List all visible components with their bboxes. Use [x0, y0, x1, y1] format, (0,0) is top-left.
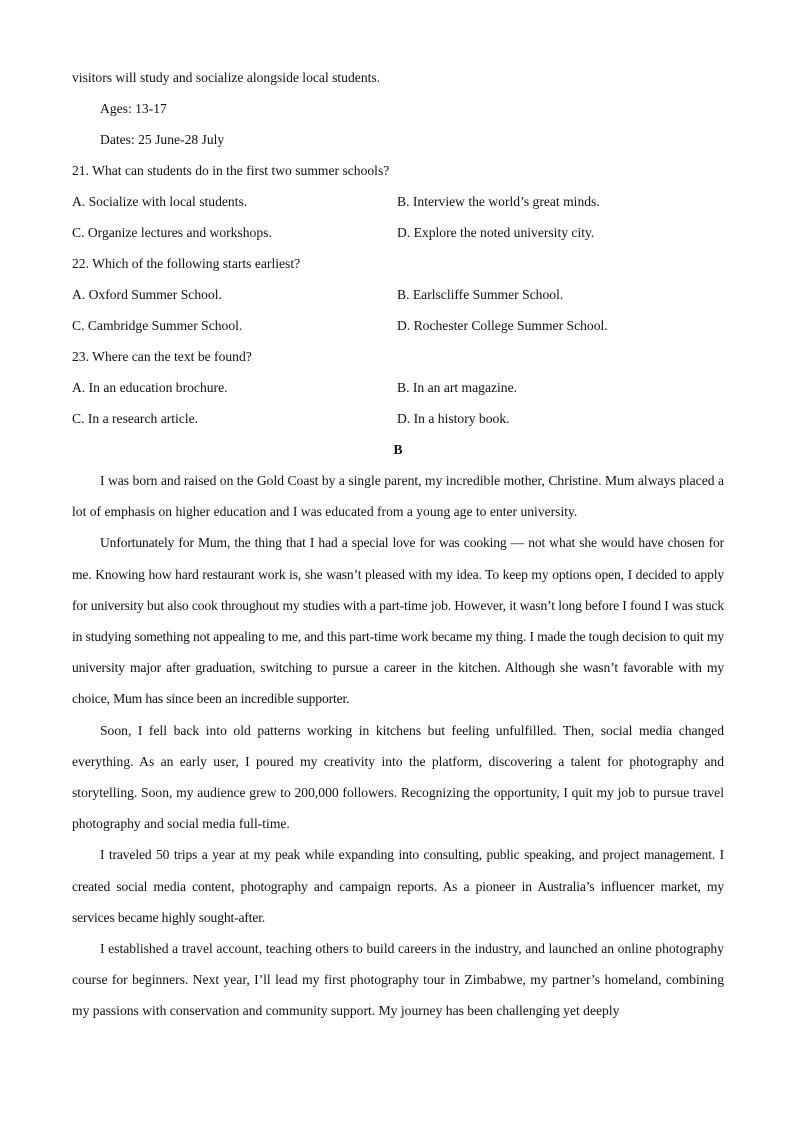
question-23-options-row-2 — [72, 403, 724, 434]
question-22-options-row-2 — [72, 310, 724, 341]
option-22-b: B. Earlscliffe Summer School. — [397, 287, 564, 302]
passage-paragraph-1: I was born and raised on the Gold Coast by a single parent, my incredible mother, Christine. Mum always placed a lot of emphasis on higher education and I was educated from a young age to enter university. — [72, 473, 724, 520]
option-21-b: B. Interview the world’s great minds. — [397, 194, 600, 209]
option-23-a: A. In an education brochure. — [72, 380, 228, 395]
option-22-c: C. Cambridge Summer School. — [72, 318, 243, 333]
dates-line: Dates: 25 June-28 July — [100, 132, 225, 147]
intro-line: visitors will study and socialize alongside local students. — [72, 70, 381, 85]
option-21-d: D. Explore the noted university city. — [397, 225, 595, 240]
option-23-d: D. In a history book. — [397, 411, 510, 426]
passage-paragraph-3: Soon, I fell back into old patterns working in kitchens but feeling unfulfilled. Then, social media changed everything. As an early user, I poured my creativity into the platform, discovering a talent for photography and storytelling. Soon, my audience grew to 200,000 followers. Recognizing the opportunity, I quit my job to pursue travel photography and social media full-time. — [72, 722, 724, 832]
document-page — [72, 62, 724, 1027]
option-22-a: A. Oxford Summer School. — [72, 287, 222, 302]
question-22-stem: 22. Which of the following starts earliest? — [72, 256, 301, 271]
passage-paragraph-2: Unfortunately for Mum, the thing that I had a special love for was cooking — not what she would have chosen for me. Knowing how hard restaurant work is, she wasn’t pleased with my idea. To keep my options open, I decided to apply for university but also cook throughout my studies with a part-time job. However, it wasn’t long before I found I was stuck in studying something not appealing to me, and this part-time work became my thing. I made the tough decision to quit my university major after graduation, switching to pursue a career in the kitchen. Although she wasn’t favorable with my choice, Mum has since been an incredible supporter. — [72, 535, 724, 707]
option-22-d: D. Rochester College Summer School. — [397, 318, 608, 333]
passage-paragraph-4: I traveled 50 trips a year at my peak while expanding into consulting, public speaking, and project management. I created social media content, photography and campaign reports. As a pioneer in Australia’s influencer market, my services became highly sought-after. — [72, 847, 724, 925]
question-21-options-row-2 — [72, 217, 724, 248]
passage-paragraph-5: I established a travel account, teaching others to build careers in the industry, and launched an online photography course for beginners. Next year, I’ll lead my first photography tour in Zimbabwe, my partner’s homeland, combining my passions with conservation and community support. My journey has been challenging yet deeply — [72, 941, 724, 1019]
question-23-options-row-1 — [72, 372, 724, 403]
ages-line: Ages: 13-17 — [100, 101, 167, 116]
option-21-a: A. Socialize with local students. — [72, 194, 248, 209]
question-22-options-row-1 — [72, 279, 724, 310]
option-23-c: C. In a research article. — [72, 411, 199, 426]
question-21-options-row-1 — [72, 186, 724, 217]
question-21-stem: 21. What can students do in the first two summer schools? — [72, 163, 390, 178]
option-21-c: C. Organize lectures and workshops. — [72, 225, 272, 240]
option-23-b: B. In an art magazine. — [397, 380, 518, 395]
section-heading-b: B — [393, 442, 403, 457]
question-23-stem: 23. Where can the text be found? — [72, 349, 252, 364]
